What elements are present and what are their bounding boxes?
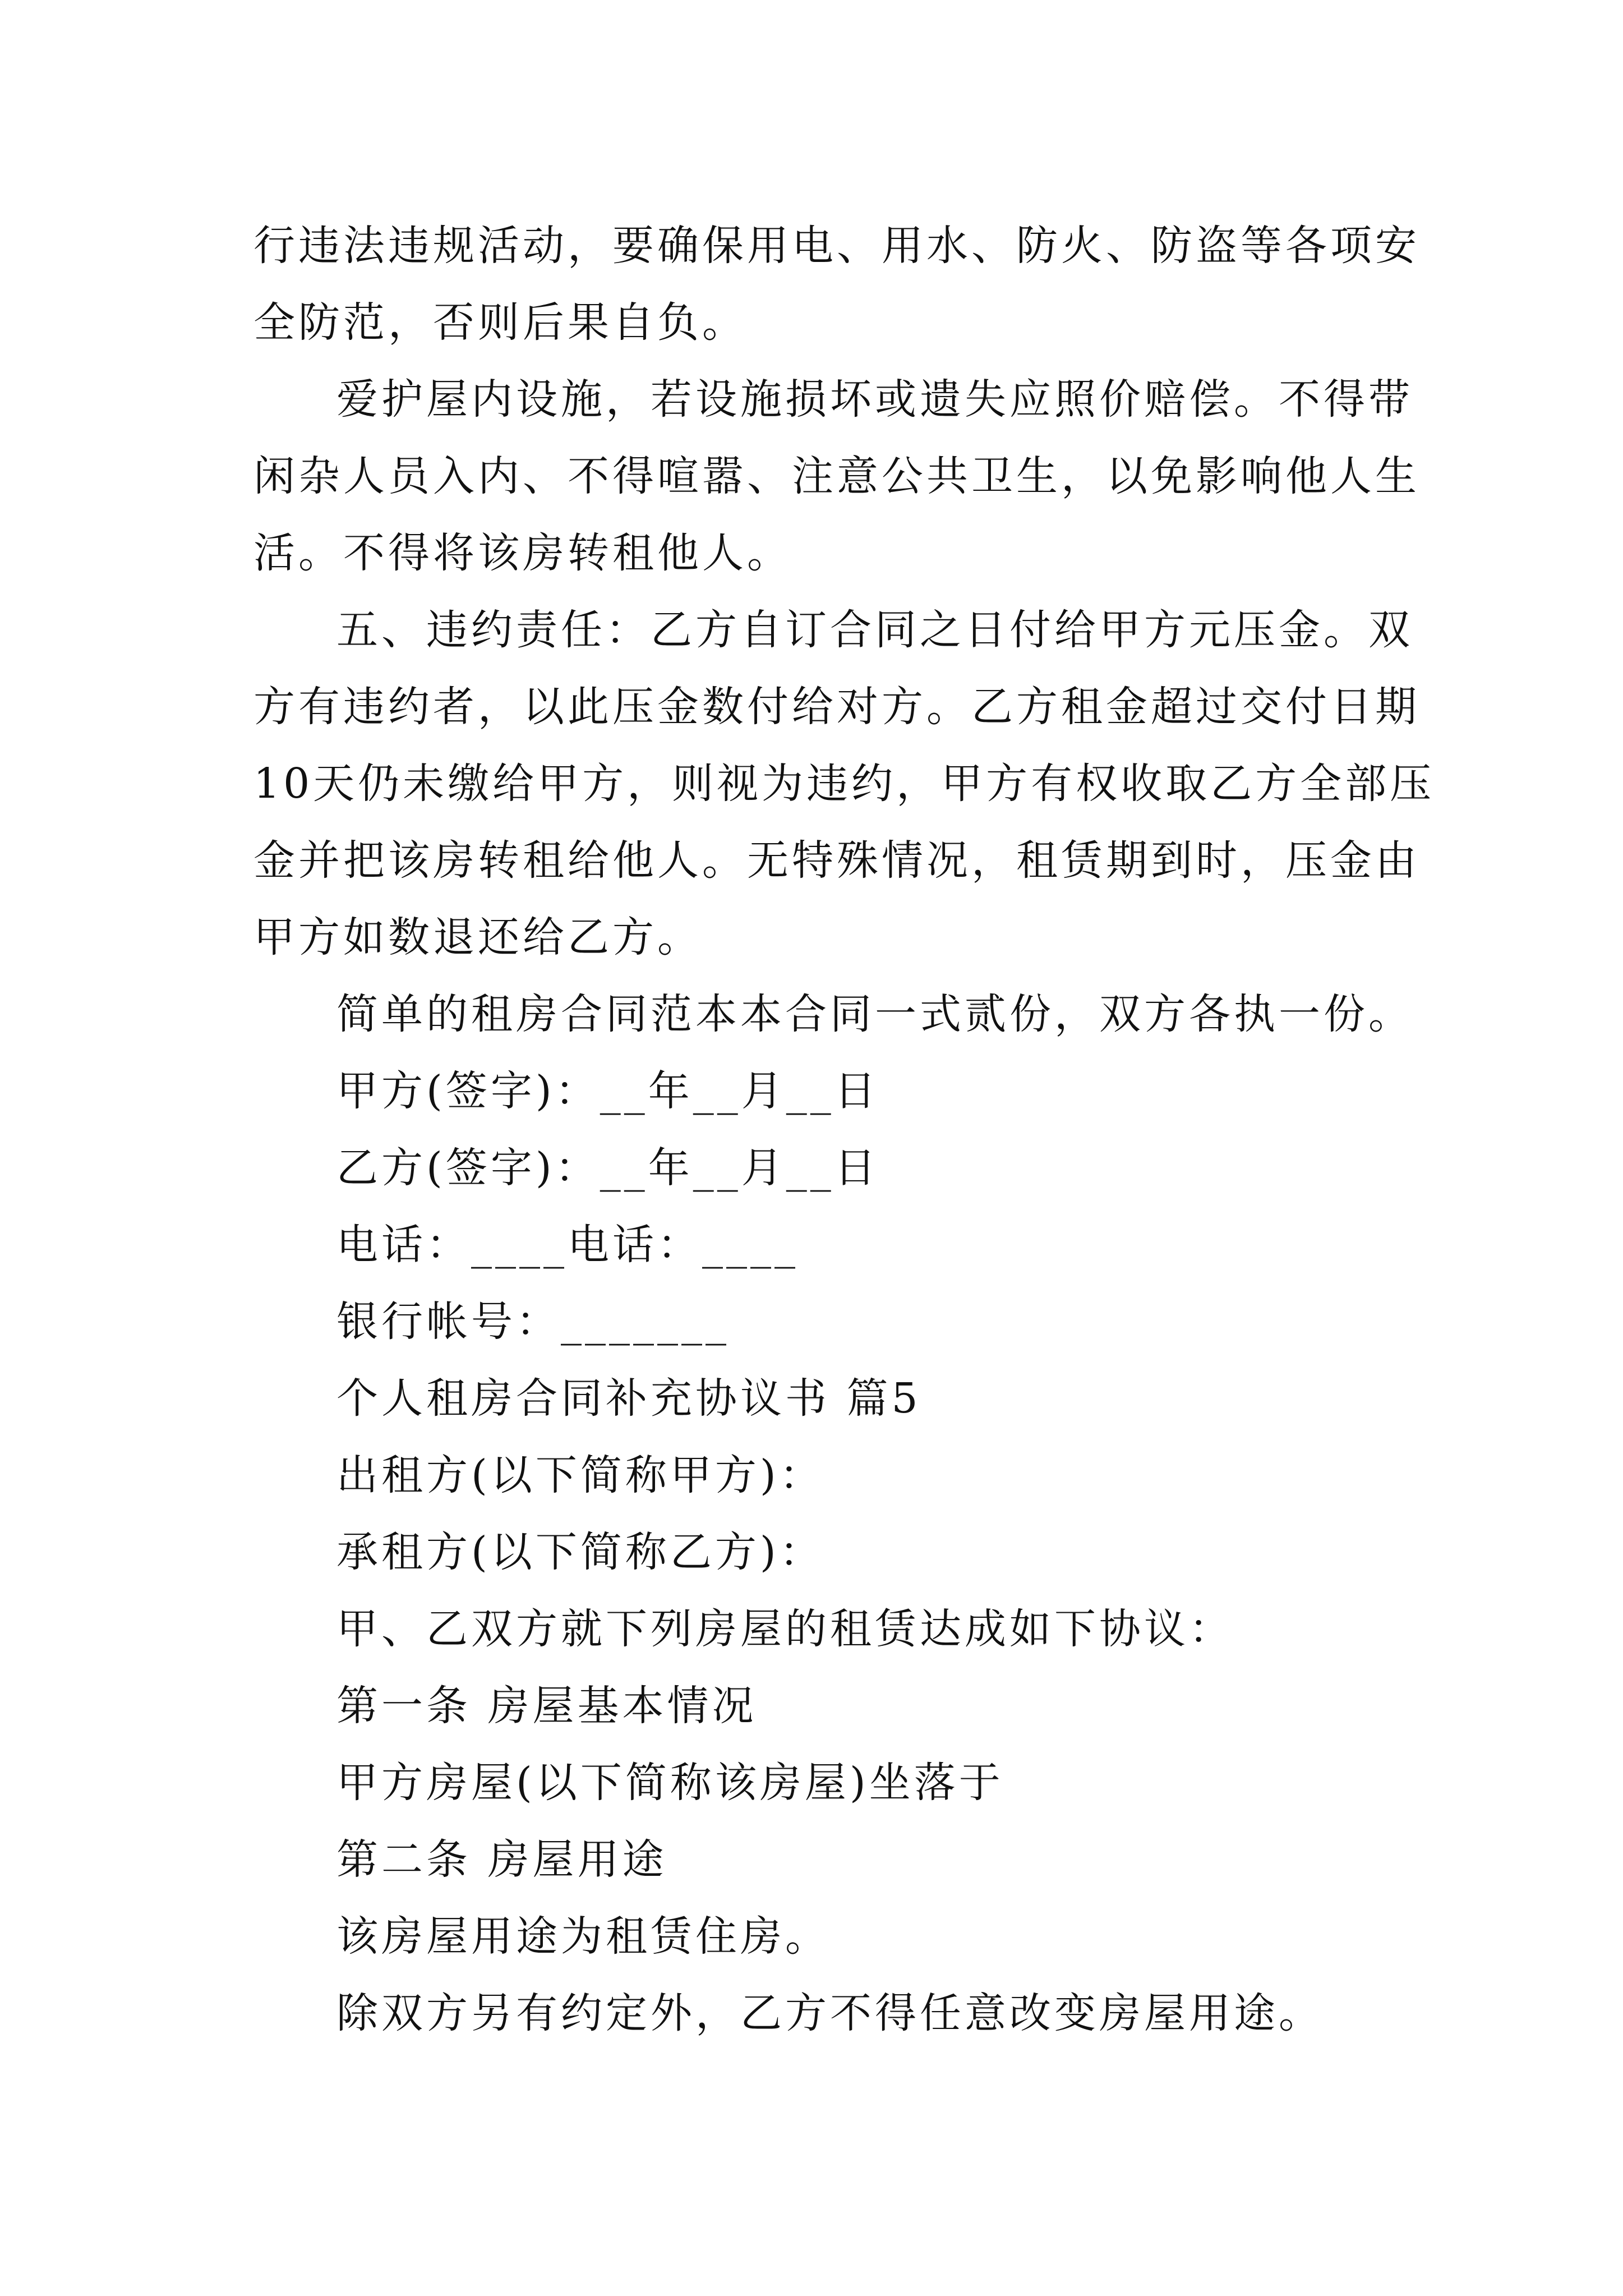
paragraph-line: 10天仍未缴给甲方，则视为违约，甲方有权收取乙方全部压: [253, 760, 1435, 808]
paragraph-line: 方有违约者，以此压金数付给对方。乙方租金超过交付日期: [253, 683, 1420, 731]
paragraph-line: 金并把该房转租给他人。无特殊情况，租赁期到时，压金由: [253, 836, 1420, 885]
paragraph-line: 爱护屋内设施，若设施损坏或遗失应照价赔偿。不得带: [336, 375, 1413, 424]
paragraph-line: 简单的租房合同范本本合同一式贰份，双方各执一份。: [336, 990, 1413, 1038]
paragraph-line: 甲方如数退还给乙方。: [253, 913, 702, 961]
paragraph-line: 除双方另有约定外，乙方不得任意改变房屋用途。: [336, 1989, 1324, 2037]
paragraph-line: 全防范，否则后果自负。: [253, 298, 747, 347]
lessor-line: 出租方(以下简称甲方)：: [336, 1451, 824, 1499]
document-body: [253, 208, 1435, 2052]
paragraph-line: 甲、乙双方就下列房屋的租赁达成如下协议：: [336, 1605, 1234, 1653]
paragraph-line: 五、违约责任：乙方自订合同之日付给甲方元压金。双: [336, 606, 1413, 654]
bank-account-line: 银行帐号：_______: [336, 1297, 730, 1346]
article-heading: 第一条 房屋基本情况: [336, 1682, 757, 1730]
paragraph-line: 闲杂人员入内、不得喧嚣、注意公共卫生，以免影响他人生: [253, 452, 1420, 500]
paragraph-line: 甲方房屋(以下简称该房屋)坐落于: [336, 1759, 1004, 1807]
paragraph-line: 活。不得将该房转租他人。: [253, 529, 792, 577]
section-heading: 个人租房合同补充协议书 篇5: [336, 1374, 921, 1423]
article-heading: 第二条 房屋用途: [336, 1835, 667, 1884]
paragraph-line: 行违法违规活动，要确保用电、用水、防火、防盗等各项安: [253, 222, 1420, 270]
phone-line: 电话：____电话：____: [336, 1221, 799, 1269]
signature-line-party-b: 乙方(签字)：__年__月__日: [336, 1144, 879, 1192]
lessee-line: 承租方(以下简称乙方)：: [336, 1528, 824, 1576]
paragraph-line: 该房屋用途为租赁住房。: [336, 1912, 830, 1961]
signature-line-party-a: 甲方(签字)：__年__月__日: [336, 1067, 879, 1115]
